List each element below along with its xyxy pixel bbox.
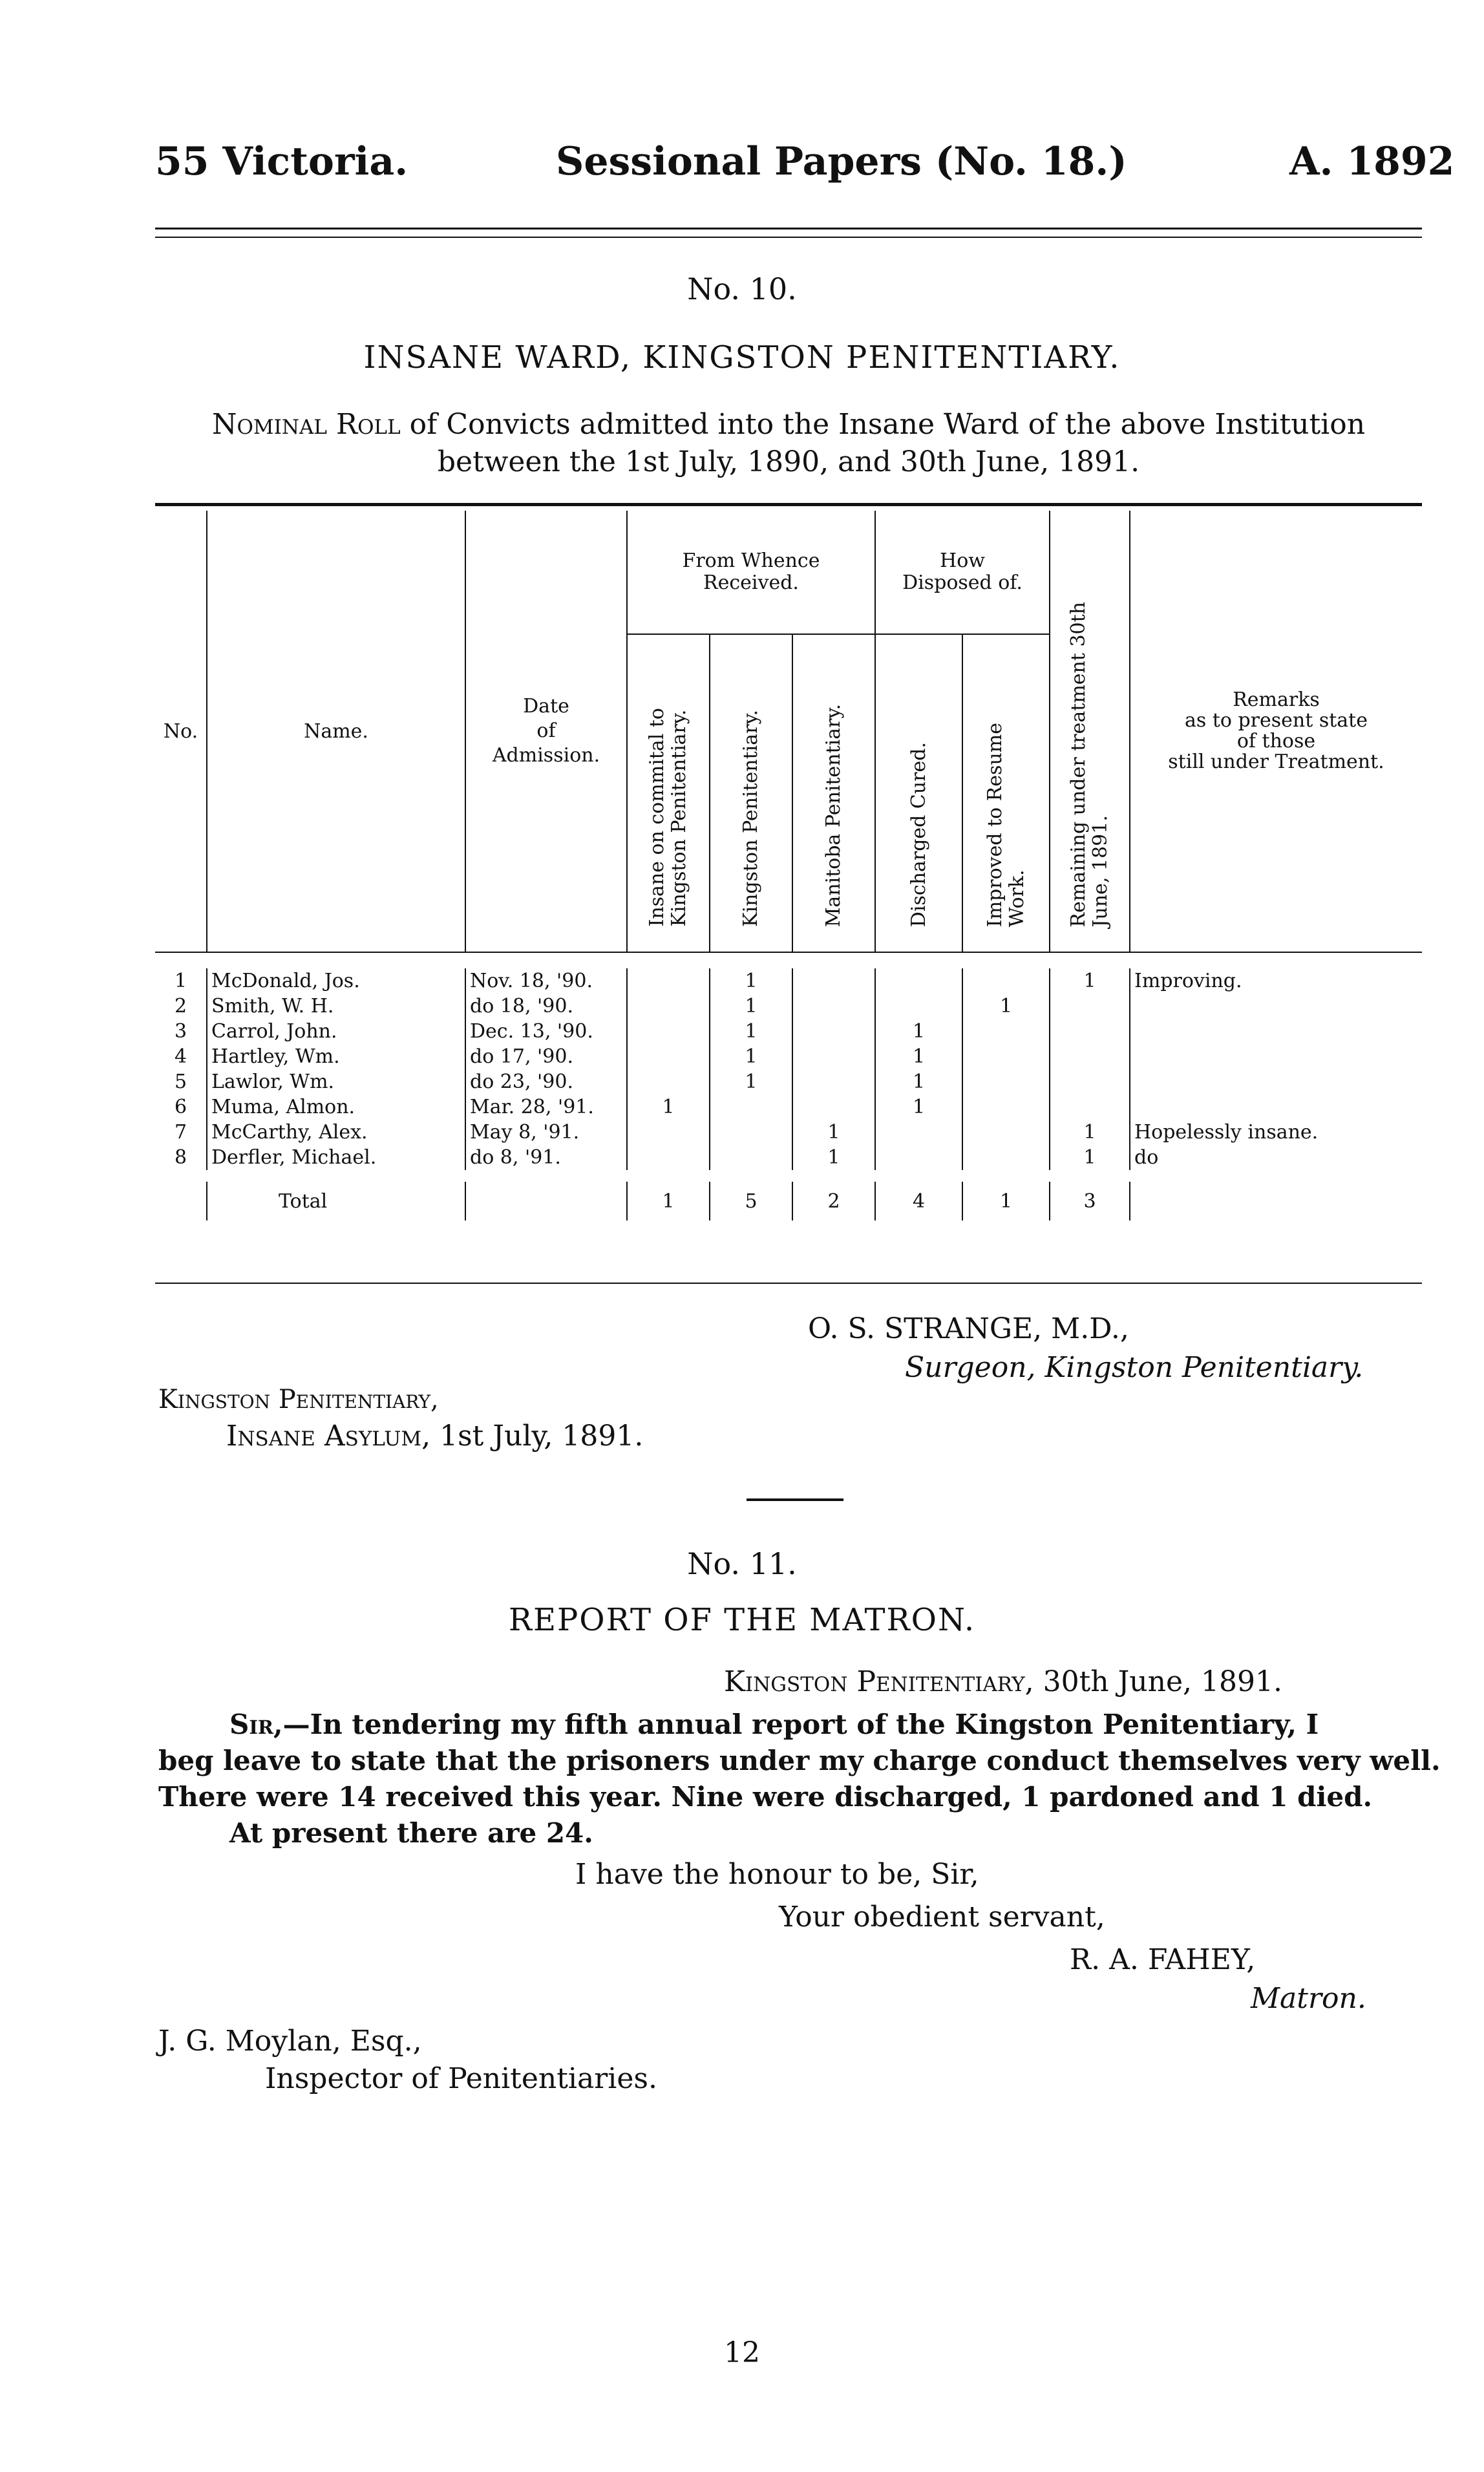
subtitle-line-1: of Convicts admitted into the Insane Ward of the above Institution [409,408,1366,441]
total-kingston: 5 [710,1182,792,1220]
header-rule-bottom [155,237,1422,238]
table-row: 7 McCarthy, Alex. May 8, '91. 1 1 Hopelessly insane. [155,1120,1422,1145]
col-header-no: No. [155,511,207,952]
total-remaining: 3 [1050,1182,1130,1220]
table-row: 3 Carrol, John. Dec. 13, '90. 1 1 [155,1019,1422,1044]
nominal-roll-label: Nominal Roll [211,408,401,441]
table-total-row [155,1182,1422,1220]
report-line-2: beg leave to state that the prisoners under my charge conduct themselves very well. [158,1745,1441,1776]
table-row: 6 Muma, Almon. Mar. 28, '91. 1 1 [155,1094,1422,1120]
surgeon-title: Surgeon, Kingston Penitentiary. [905,1351,1364,1384]
report-line-4: At present there are 24. [229,1817,593,1849]
addressee-name: J. G. Moylan, Esq., [158,2025,422,2058]
section-divider [747,1498,843,1501]
header-right: A. 1892 [1289,139,1455,184]
col-header-improved: Improved to Resume Work. [962,634,1050,952]
closing-line-2: Your obedient servant, [779,1901,1105,1934]
page-number: 12 [724,2336,760,2369]
col-header-date: Date of Admission. [465,511,627,952]
total-label: Total [207,1182,465,1220]
matron-signer: R. A. FAHEY, [1070,1943,1256,1976]
col-header-remaining: Remaining under treatment 30th June, 1891. [1050,511,1130,952]
closing-line-1: I have the honour to be, Sir, [575,1858,979,1891]
section-11-number: No. 11. [687,1546,797,1581]
section-10-subtitle [155,406,1422,481]
total-manitoba: 2 [792,1182,875,1220]
table-row: 5 Lawlor, Wm. do 23, '90. 1 1 [155,1069,1422,1094]
table-row: 1 McDonald, Jos. Nov. 18, '90. 1 1 Improving. [155,968,1422,994]
section-10-number: No. 10. [687,272,797,306]
total-insane: 1 [627,1182,710,1220]
group-header-how-disposed: How Disposed of. [875,511,1050,634]
nominal-roll-table [155,511,1422,1220]
matron-title: Matron. [1251,1982,1366,2015]
section-10-title: INSANE WARD, KINGSTON PENITENTIARY. [363,339,1121,376]
table-row: 8 Derfler, Michael. do 8, '91. 1 1 do [155,1145,1422,1170]
report-line-3: There were 14 received this year. Nine were discharged, 1 pardoned and 1 died. [158,1781,1373,1813]
table-row: 4 Hartley, Wm. do 17, '90. 1 1 [155,1044,1422,1069]
col-header-discharged: Discharged Cured. [875,634,962,952]
place-line-2: Insane Asylum, 1st July, 1891. [226,1420,644,1453]
group-header-from-whence: From Whence Received. [627,511,875,634]
report-line-1: Sir,—In tendering my fifth annual report of the Kingston Penitentiary, I [229,1709,1319,1740]
surgeon-name: O. S. STRANGE, M.D., [808,1312,1129,1345]
total-discharged: 4 [875,1182,962,1220]
place-line-1: Kingston Penitentiary, [158,1385,439,1414]
table-header-row-1 [155,511,1422,634]
col-header-name: Name. [207,511,465,952]
col-header-kingston: Kingston Penitentiary. [710,634,792,952]
total-improved: 1 [962,1182,1050,1220]
table-top-rule [155,503,1422,506]
addressee-title: Inspector of Penitentiaries. [265,2062,657,2095]
col-header-remarks: Remarks as to present state of those still under Treatment. [1130,511,1422,952]
col-header-insane: Insane on commital to Kingston Penitentiary. [627,634,710,952]
subtitle-line-2: between the 1st July, 1890, and 30th June, 1891. [437,445,1140,478]
header-left: 55 Victoria. [155,139,408,184]
col-header-manitoba: Manitoba Penitentiary. [792,634,875,952]
table-row: 2 Smith, W. H. do 18, '90. 1 1 [155,994,1422,1019]
matron-dateline: Kingston Penitentiary, 30th June, 1891. [724,1665,1282,1698]
header-center: Sessional Papers (No. 18.) [556,139,1127,184]
table-bottom-rule [155,1283,1422,1284]
section-11-title: REPORT OF THE MATRON. [508,1602,976,1638]
header-rule-top [155,228,1422,229]
